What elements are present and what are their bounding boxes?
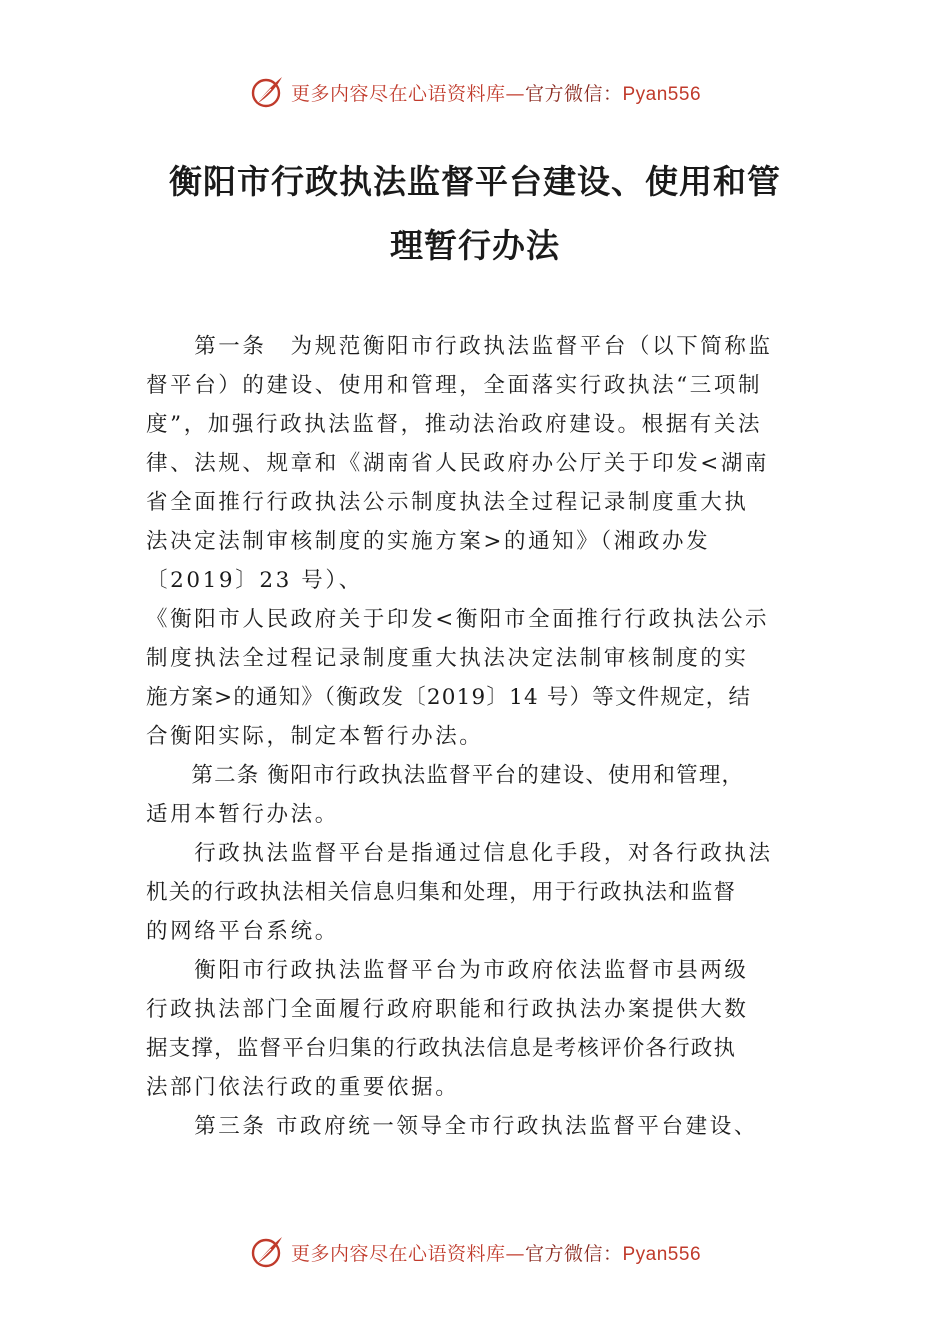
body-line: 法部门依法行政的重要依据。 (146, 1075, 460, 1100)
body-line: 合衡阳实际，制定本暂行办法。 (146, 724, 484, 749)
body-line: 第一条 为规范衡阳市行政执法监督平台（以下简称监 (146, 334, 773, 359)
body-line: 〔2019〕23 号）、 (146, 568, 363, 593)
footer-wechat-label: 官方微信： (524, 1242, 623, 1265)
header-site-text: 更多内容尽在心语资料库 (290, 82, 506, 105)
body-line: 的网络平台系统。 (146, 919, 339, 944)
body-line: 机关的行政执法相关信息归集和处理，用于行政执法和监督 (146, 880, 737, 905)
body-line: 律、法规、规章和《湖南省人民政府办公厅关于印发<湖南 (146, 451, 770, 476)
footer-site-text: 更多内容尽在心语资料库 (290, 1242, 506, 1265)
body-line: 第二条 衡阳市行政执法监督平台的建设、使用和管理， (146, 763, 745, 788)
body-line: 法决定法制审核制度的实施方案>的通知》（湘政办发 (146, 529, 711, 554)
header-dash: — (505, 82, 525, 105)
quill-logo-icon (249, 1234, 285, 1270)
footer-dash: — (505, 1242, 525, 1265)
document-body (146, 327, 806, 1146)
title-line-2: 理暂行办法 (390, 226, 560, 265)
body-line: 衡阳市行政执法监督平台为市政府依法监督市县两级 (146, 958, 749, 983)
body-line: 《衡阳市人民政府关于印发<衡阳市全面推行行政执法公示 (146, 607, 770, 632)
body-line: 省全面推行行政执法公示制度执法全过程记录制度重大执 (146, 490, 749, 515)
body-line: 督平台）的建设、使用和管理，全面落实行政执法“三项制 (146, 373, 763, 398)
body-line: 制度执法全过程记录制度重大执法决定法制审核制度的实 (146, 646, 749, 671)
footer-banner-text (291, 1239, 701, 1266)
header-banner-text (291, 79, 701, 106)
header-watermark-banner (0, 72, 950, 112)
document-title (140, 150, 810, 278)
body-line: 行政执法部门全面履行政府职能和行政执法办案提供大数 (146, 997, 749, 1022)
quill-logo-icon (249, 74, 285, 110)
footer-wechat-id: Pyan556 (622, 1243, 702, 1265)
body-line: 施方案>的通知》（衡政发〔2019〕14 号）等文件规定，结 (146, 685, 752, 710)
body-line: 据支撑，监督平台归集的行政执法信息是考核评价各行政执 (146, 1036, 737, 1061)
body-line: 行政执法监督平台是指通过信息化手段，对各行政执法 (146, 841, 773, 866)
body-line: 度”，加强行政执法监督，推动法治政府建设。根据有关法 (146, 412, 763, 437)
footer-watermark-banner (0, 1232, 950, 1272)
header-wechat-id: Pyan556 (622, 83, 702, 105)
body-line: 第三条 市政府统一领导全市行政执法监督平台建设、 (146, 1114, 758, 1139)
title-line-1: 衡阳市行政执法监督平台建设、使用和管 (169, 162, 781, 201)
body-line: 适用本暂行办法。 (146, 802, 339, 827)
header-wechat-label: 官方微信： (524, 82, 623, 105)
